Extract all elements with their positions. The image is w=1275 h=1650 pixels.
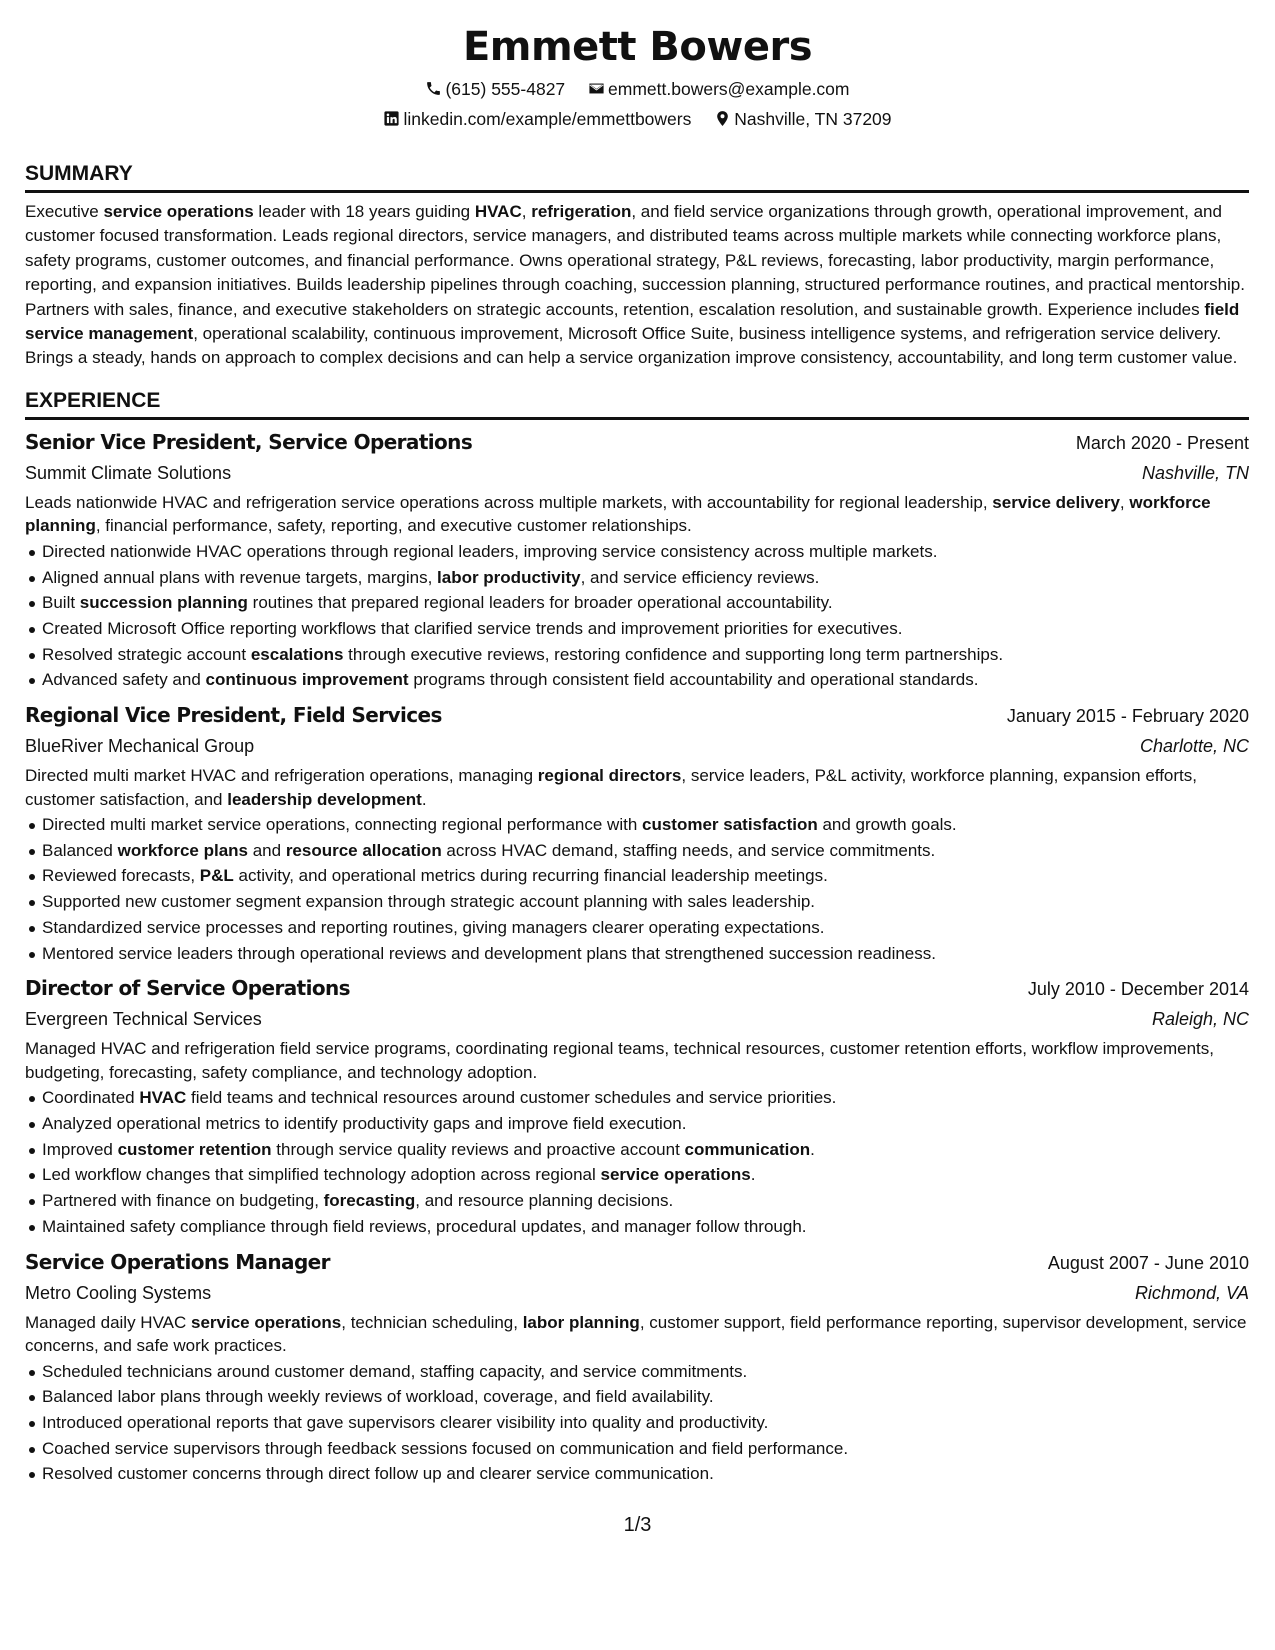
summary-heading: SUMMARY (25, 160, 1249, 193)
bullet-item: Advanced safety and continuous improvement programs through consistent field accountability and operational standards. (25, 667, 1249, 693)
bold-keyword: service operations (191, 1312, 342, 1332)
bullet-item: Coordinated HVAC field teams and technical resources around customer schedules and service priorities. (25, 1085, 1249, 1111)
bold-keyword: succession planning (79, 593, 248, 613)
bold-keyword: workforce planning (25, 492, 1211, 536)
envelope-icon (588, 80, 605, 97)
bold-keyword: refrigeration (531, 202, 632, 221)
bullet-item: Standardized service processes and reporting routines, giving managers clearer operating expectations. (25, 915, 1249, 941)
bullet-item: Improved customer retention through service quality reviews and proactive account communication. (25, 1137, 1249, 1163)
job-title: Service Operations Manager (25, 1249, 330, 1274)
candidate-name: Emmett Bowers (462, 24, 813, 70)
job-company-row (25, 458, 1249, 488)
job-description: Leads nationwide HVAC and refrigeration service operations across multiple markets, with accountability for regional leadership, service delivery, workforce planning, financial performance, safety, reporting, and executive customer relationships. (25, 492, 1211, 536)
linkedin-text[interactable]: linkedin.com/example/emmettbowers (403, 109, 692, 129)
job-description: Managed HVAC and refrigeration field service programs, coordinating regional teams, technical resources, customer retention efforts, workflow improvements, budgeting, forecasting, safety compliance, and technology adoption. (25, 1039, 1214, 1082)
bullet-item: Aligned annual plans with revenue targets, margins, labor productivity, and service efficiency reviews. (25, 565, 1249, 591)
job-dates: August 2007 - June 2010 (1047, 1252, 1249, 1273)
job-bullets (25, 812, 1249, 966)
bullet-item: Reviewed forecasts, P&L activity, and operational metrics during recurring financial leadership meetings. (25, 863, 1249, 889)
contact-linkedin[interactable] (383, 104, 691, 134)
bullet-item: Built succession planning routines that prepared regional leaders for broader operational accountability. (25, 590, 1249, 616)
bold-keyword: escalations (250, 644, 344, 664)
resume-content (25, 160, 1249, 1494)
job-bullets (25, 539, 1249, 693)
contact-row-2 (0, 104, 1275, 134)
job-bullets (25, 1359, 1249, 1488)
job-title: Senior Vice President, Service Operations (25, 429, 473, 454)
bold-keyword: forecasting (323, 1191, 416, 1211)
job-title-row (25, 973, 1249, 1004)
phone-text: (615) 555-4827 (445, 79, 566, 99)
experience-section (25, 387, 1249, 1487)
company-name: Evergreen Technical Services (25, 1009, 262, 1030)
linkedin-icon (383, 110, 400, 127)
job-location: Raleigh, NC (1151, 1009, 1249, 1030)
summary-text: Executive service operations leader with 18 years guiding HVAC, refrigeration, and field service organizations through growth, operational improvement, and customer focused transformation. Leads regional directors, service managers, and distributed teams across multiple markets while connecting workforce plans, safety programs, customer outcomes, and financial performance. Owns operational strategy, P&L reviews, forecasting, labor productivity, margin performance, reporting, and expansion initiatives. Builds leadership pipelines through coaching, succession planning, structured performance routines, and practical mentorship. Partners with sales, finance, and executive stakeholders on strategic accounts, retention, escalation resolution, and sustainable growth. Experience includes field service management, operational scalability, continuous improvement, Microsoft Office Suite, business intelligence systems, and refrigeration service delivery. Brings a steady, hands on approach to complex decisions and can help a service organization improve consistency, accountability, and long term customer value. (25, 202, 1245, 368)
email-text[interactable]: emmett.bowers@example.com (608, 79, 850, 99)
contact-phone (425, 74, 565, 104)
bold-keyword: customer retention (117, 1139, 272, 1159)
map-pin-icon (714, 110, 731, 127)
bullet-item: Resolved customer concerns through direct follow up and clearer service communication. (25, 1461, 1249, 1487)
bullet-item: Mentored service leaders through operational reviews and development plans that strengthened succession readiness. (25, 941, 1249, 967)
job-company-row (25, 1278, 1249, 1308)
bold-keyword: continuous improvement (205, 670, 409, 690)
job-title: Regional Vice President, Field Services (25, 703, 442, 728)
job-entry (25, 427, 1249, 693)
bold-keyword: regional directors (537, 766, 682, 786)
bullet-item: Balanced workforce plans and resource allocation across HVAC demand, staffing needs, and service commitments. (25, 838, 1249, 864)
bullet-item: Scheduled technicians around customer demand, staffing capacity, and service commitments. (25, 1359, 1249, 1385)
bold-keyword: workforce plans (117, 840, 248, 860)
bold-keyword: labor productivity (437, 567, 581, 587)
bold-keyword: resource allocation (285, 840, 442, 860)
bold-keyword: customer satisfaction (642, 815, 818, 835)
bullet-item: Directed nationwide HVAC operations through regional leaders, improving service consistency across multiple markets. (25, 539, 1249, 565)
job-location: Nashville, TN (1141, 462, 1249, 483)
job-bullets (25, 1085, 1249, 1239)
bold-keyword: P&L (199, 866, 234, 886)
job-company-row (25, 731, 1249, 761)
job-location: Charlotte, NC (1139, 736, 1249, 757)
bullet-item: Maintained safety compliance through field reviews, procedural updates, and manager follow through. (25, 1214, 1249, 1240)
bullet-item: Directed multi market service operations, connecting regional performance with customer satisfaction and growth goals. (25, 812, 1249, 838)
summary-section (25, 160, 1249, 371)
bold-keyword: HVAC (139, 1088, 187, 1108)
bullet-item: Supported new customer segment expansion through strategic account planning with sales leadership. (25, 889, 1249, 915)
bullet-item: Balanced labor plans through weekly reviews of workload, coverage, and field availability. (25, 1384, 1249, 1410)
job-company-row (25, 1004, 1249, 1034)
job-title: Director of Service Operations (25, 976, 350, 1001)
company-name: BlueRiver Mechanical Group (25, 736, 255, 757)
job-list (25, 427, 1249, 1487)
phone-icon (425, 80, 442, 97)
bullet-item: Analyzed operational metrics to identify productivity gaps and improve field execution. (25, 1111, 1249, 1137)
job-dates: January 2015 - February 2020 (1006, 706, 1249, 727)
bullet-item: Resolved strategic account escalations through executive reviews, restoring confidence and supporting long term partnerships. (25, 642, 1249, 668)
bullet-item: Introduced operational reports that gave supervisors clearer visibility into quality and productivity. (25, 1410, 1249, 1436)
page-number: 1/3 (623, 1514, 652, 1536)
bold-keyword: service operations (600, 1165, 751, 1185)
bold-keyword: labor planning (522, 1312, 640, 1332)
job-entry (25, 700, 1249, 966)
job-dates: March 2020 - Present (1075, 432, 1249, 453)
bullet-item: Partnered with finance on budgeting, forecasting, and resource planning decisions. (25, 1188, 1249, 1214)
location-text: Nashville, TN 37209 (734, 109, 892, 129)
job-location: Richmond, VA (1134, 1282, 1249, 1303)
bold-keyword: service delivery (992, 492, 1120, 512)
bold-keyword: leadership development (227, 789, 422, 809)
job-dates: July 2010 - December 2014 (1027, 979, 1249, 1000)
contact-row-1 (0, 74, 1275, 104)
job-title-row (25, 427, 1249, 458)
contact-email[interactable] (588, 74, 849, 104)
job-description: Managed daily HVAC service operations, technician scheduling, labor planning, customer support, field performance reporting, supervisor development, service concerns, and safe work practices. (25, 1312, 1247, 1355)
job-description: Directed multi market HVAC and refrigeration operations, managing regional directors, service leaders, P&L activity, workforce planning, expansion efforts, customer satisfaction, and leadership development. (25, 766, 1197, 809)
bullet-item: Created Microsoft Office reporting workflows that clarified service trends and improvement priorities for executives. (25, 616, 1249, 642)
job-entry (25, 973, 1249, 1239)
bold-keyword: service operations (103, 202, 254, 221)
company-name: Summit Climate Solutions (25, 462, 232, 483)
job-entry (25, 1247, 1249, 1488)
bold-keyword: field service management (25, 299, 1240, 344)
job-title-row (25, 1247, 1249, 1278)
bullet-item: Coached service supervisors through feedback sessions focused on communication and field performance. (25, 1436, 1249, 1462)
resume-header (0, 20, 1275, 134)
contact-location (714, 104, 891, 134)
bullet-item: Led workflow changes that simplified technology adoption across regional service operations. (25, 1162, 1249, 1188)
bold-keyword: communication (684, 1139, 811, 1159)
company-name: Metro Cooling Systems (25, 1282, 212, 1303)
job-title-row (25, 700, 1249, 731)
bold-keyword: HVAC (474, 202, 522, 221)
experience-heading: EXPERIENCE (25, 387, 1249, 420)
